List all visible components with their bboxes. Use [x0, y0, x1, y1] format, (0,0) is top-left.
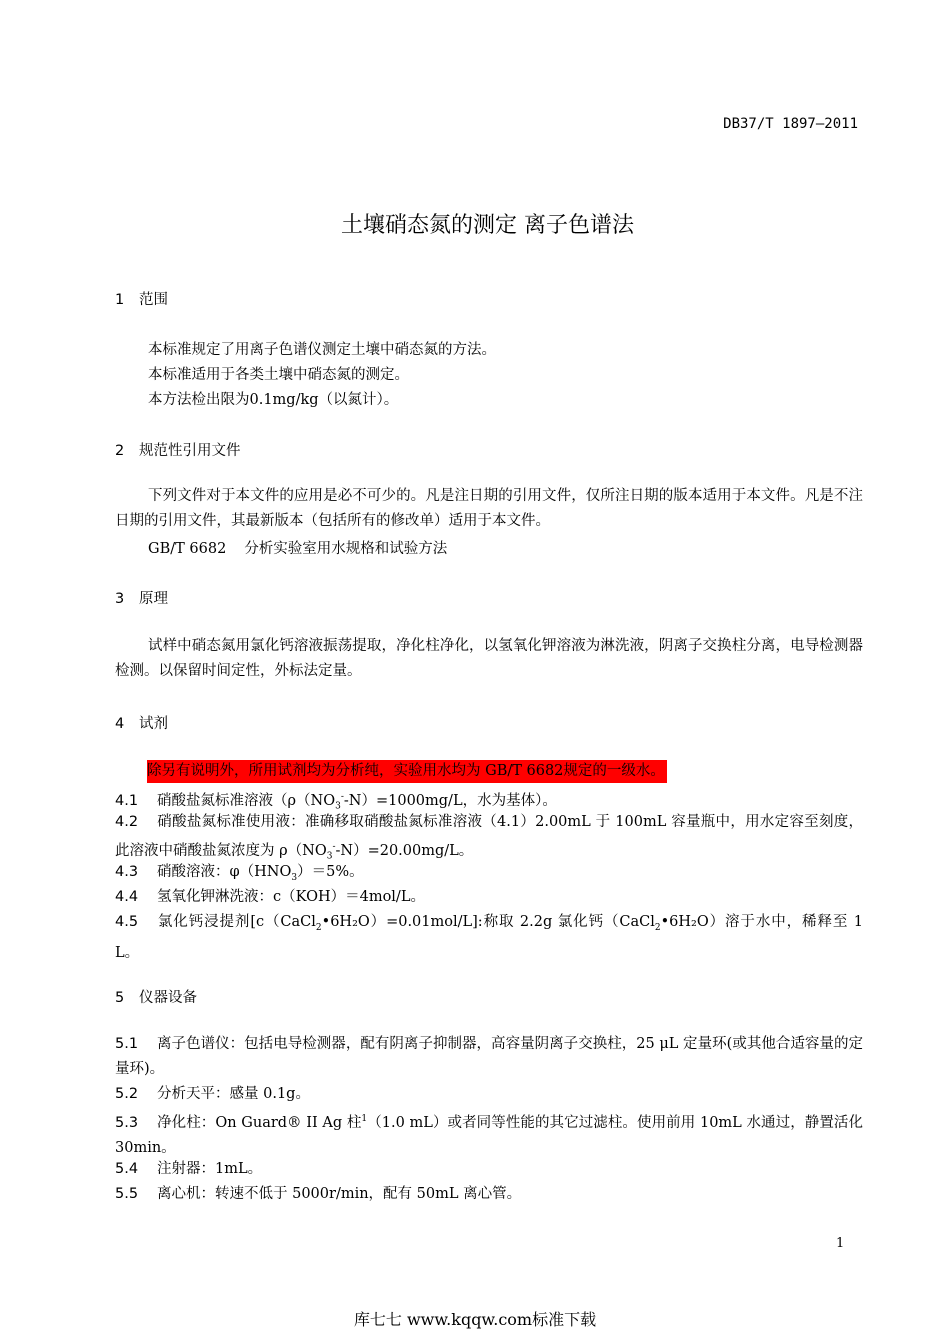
scope-line: 本标准规定了用离子色谱仪测定土壤中硝态氮的方法。	[148, 342, 496, 358]
section-number: 2	[115, 443, 125, 459]
item-text: 硝酸盐氮标准溶液（ρ（NO	[157, 792, 336, 809]
item-number: 5.1	[115, 1036, 139, 1052]
item-text: 离心机：转速不低于 5000r/min，配有 50mL 离心管。	[157, 1186, 522, 1202]
reagent-item	[115, 910, 863, 966]
item-number: 5.5	[115, 1186, 139, 1202]
item-text: 净化柱：On Guard® II Ag 柱	[157, 1114, 362, 1131]
page-number: 1	[836, 1236, 845, 1251]
section-number: 5	[115, 990, 125, 1006]
item-text: 硝酸盐氮标准使用液：准确移取硝酸盐氮标准溶液（4.1）2.00mL 于 100mL 容量瓶中，用水定容至刻度，此溶液中硝酸盐氮浓度为 ρ（NO	[115, 814, 863, 859]
item-text: •6H₂O）溶于水中，稀释至 1 L。	[115, 914, 864, 961]
reagent-note-highlight: 除另有说明外，所用试剂均为分析纯，实验用水均为 GB/T 6682规定的一级水。	[147, 760, 667, 783]
instrument-item	[115, 1107, 863, 1161]
section-number: 3	[115, 591, 125, 607]
scope-line: 本方法检出限为0.1mg/kg（以氮计）。	[148, 392, 399, 408]
section-number: 1	[115, 292, 125, 308]
section-heading	[115, 986, 197, 1007]
item-text: 硝酸溶液：φ（HNO	[157, 864, 292, 880]
section-title: 范围	[139, 292, 168, 308]
principle-paragraph: 试样中硝态氮用氯化钙溶液振荡提取，净化柱净化，以氢氧化钾溶液为淋洗液，阴离子交换柱分离，电导检测器检测。以保留时间定性，外标法定量。	[115, 638, 863, 679]
item-number: 4.4	[115, 889, 139, 905]
item-text: （1.0 mL）或者同等性能的其它过滤柱。使用前用 10mL 水通过，静置活化 30min。	[115, 1114, 863, 1156]
section-heading	[115, 712, 168, 733]
footer-watermark: 库七七 www.kqqw.com标准下载	[353, 1310, 597, 1329]
item-number: 5.2	[115, 1086, 139, 1102]
reference-title: 分析实验室用水规格和试验方法	[244, 541, 448, 557]
normative-reference	[148, 537, 447, 558]
section-title: 规范性引用文件	[139, 443, 241, 459]
subscript: 3	[326, 851, 333, 862]
item-number: 4.2	[115, 814, 139, 830]
instrument-item	[115, 1182, 863, 1207]
item-number: 5.3	[115, 1114, 139, 1131]
item-number: 5.4	[115, 1161, 139, 1177]
subscript: 3	[335, 801, 341, 812]
item-text: 注射器：1mL。	[157, 1161, 263, 1177]
subscript: 3	[291, 872, 298, 883]
item-text: -N）=20.00mg/L。	[335, 842, 474, 859]
section-heading	[115, 587, 168, 608]
item-text: -N）=1000mg/L，水为基体）。	[343, 792, 557, 809]
section-title: 仪器设备	[139, 990, 197, 1006]
subscript: 2	[315, 922, 322, 933]
item-text: 分析天平：感量 0.1g。	[157, 1086, 310, 1102]
standard-code: DB37/T 1897—2011	[723, 116, 858, 132]
scope-line: 本标准适用于各类土壤中硝态氮的测定。	[148, 367, 409, 383]
item-number: 4.1	[115, 792, 139, 809]
reference-code: GB/T 6682	[148, 541, 227, 557]
instrument-item	[115, 1032, 863, 1082]
instrument-item	[115, 1082, 863, 1107]
section-heading	[115, 439, 241, 460]
item-text: 氢氧化钾淋洗液：c（KOH）＝4mol/L。	[157, 889, 425, 905]
section-number: 4	[115, 716, 125, 732]
item-text: •6H₂O）=0.01mol/L]:称取 2.2g 氯化钙（CaCl	[321, 914, 655, 930]
subscript: 2	[654, 922, 661, 933]
item-number: 4.5	[115, 914, 139, 930]
footnote-marker: 1	[361, 1114, 368, 1124]
document-title: 土壤硝态氮的测定 离子色谱法	[341, 213, 634, 238]
instrument-item	[115, 1157, 863, 1182]
item-text: 离子色谱仪：包括电导检测器，配有阴离子抑制器，高容量阴离子交换柱，25 μL 定量环(或其他合适容量的定量环)。	[115, 1036, 863, 1077]
item-number: 4.3	[115, 864, 139, 880]
item-text: 氯化钙浸提剂[c（CaCl	[157, 914, 316, 930]
reagent-item	[115, 885, 863, 910]
section-title: 原理	[139, 591, 168, 607]
normative-paragraph: 下列文件对于本文件的应用是必不可少的。凡是注日期的引用文件，仅所注日期的版本适用于本文件。凡是不注日期的引用文件，其最新版本（包括所有的修改单）适用于本文件。	[115, 488, 863, 529]
superscript: -	[332, 842, 336, 852]
section-title: 试剂	[139, 716, 168, 732]
superscript: -	[340, 792, 344, 802]
item-text: ）＝5%。	[297, 864, 364, 880]
section-heading	[115, 288, 168, 309]
